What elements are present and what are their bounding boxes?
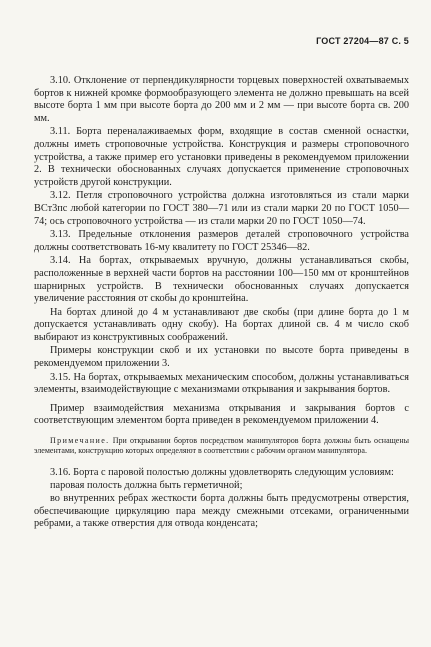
paragraph-brackets-count: На бортах длиной до 4 м устанавливают две скобы (при длине борта до 1 м допускается устанавливать одну скобу). На бортах длиной св. 4 м число скоб выбирают из конструктивных соображений. [34,306,409,343]
list-item-steam-cavity: паровая полость должна быть герметичной; [50,480,243,492]
paragraph-3-10: 3.10. Отклонение от перпендикулярности торцевых поверхностей охватываемых бортов к нижней кромке формообразующего элемента не должно превышать на всей высоте борта 1 мм при высоте борта до 200 мм и 2 мм — при высоте борта св. 200 мм. [34,75,409,124]
note [34,436,409,457]
paragraph-brackets-examples: Примеры конструкции скоб и их установки по высоте борта приведены в рекомендуемом приложении 3. [34,345,409,370]
paragraph-3-16: 3.16. Борта с паровой полостью должны удовлетворять следующим условиям: [50,466,394,478]
list-item-rib-holes: во внутренних ребрах жесткости борта должны быть предусмотрены отверстия, обеспечивающие циркуляцию пара между смежными отсеками, ограниченными ребрами, а также отверстия для отвода конденсата; [34,493,409,530]
paragraph-3-14: 3.14. На бортах, открываемых вручную, должны устанавливаться скобы, расположенные в верхней части бортов на расстоянии 100—150 мм от кронштейнов шарнирных устройств. В технически обоснованных случаях допускается увеличение расстояния от скобы до кронштейна. [34,255,409,305]
note-text: При открывании бортов посредством манипуляторов борта должны быть оснащены элементами, конструкцию которых определяют в соответствии с рабочим органом манипулятора. [34,436,409,456]
paragraph-mechanism-example: Пример взаимодействия механизма открывания и закрывания бортов с соответствующим элементом борта приведен в рекомендуемом приложении 4. [34,402,409,427]
paragraph-3-12: 3.12. Петля строповочного устройства должна изготовляться из стали марки ВСт3пс любой категории по ГОСТ 380—71 или из стали марки 20 по ГОСТ 1050—74; ось строповочного устройства — из стали марки 20 по ГОСТ 1050—74. [34,190,409,227]
note-label: Примечание. [50,436,110,446]
paragraph-3-13: 3.13. Предельные отклонения размеров деталей строповочного устройства должны соответствовать 16-му квалитету по ГОСТ 25346—82. [34,229,409,253]
paragraph-3-11: 3.11. Борта переналаживаемых форм, входящие в состав сменной оснастки, должны иметь строповочные устройства. Конструкция и размеры строповочного устройства, а также пример его установки приведены в рекомендуемом приложении 2. В технически обоснованных случаях допускается применение строповочных устройств другой конструкции. [34,126,409,188]
page-header: ГОСТ 27204—87 С. 5 [316,36,409,46]
document-body [34,75,409,531]
paragraph-3-15: 3.15. На бортах, открываемых механическим способом, должны устанавливаться элементы, взаимодействующие с механизмами открывания и закрывания бортов. [34,371,409,396]
